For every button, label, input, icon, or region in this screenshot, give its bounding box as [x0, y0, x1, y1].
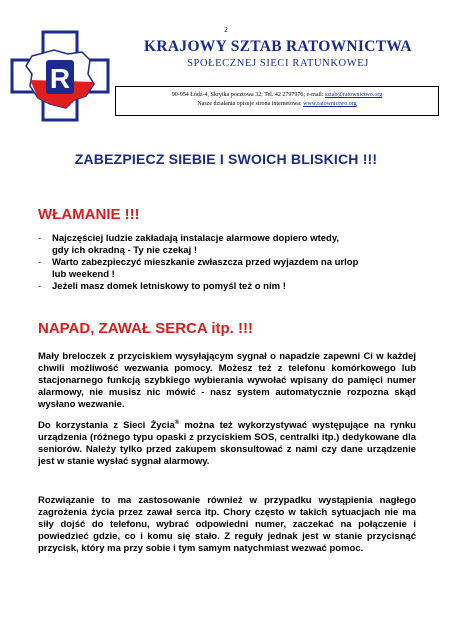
paragraph-heart-attack: Rozwiązanie to ma zastosowanie również w przypadku wystąpienia nagłego zagrożenia życia przez zawał serca itp. Chory często w takich sytuacjach nie ma siły dojść do telefonu, wybrać odpowiedni numer, zaczekać na połączenie i powiedzieć gdzie, co i komu się stało. Z reguły jednak jest w stanie przycisnąć przycisk, który ma przy sobie i tym samym natychmiast wezwać pomoc. [38, 495, 416, 554]
section-title-assault-heart-attack: NAPAD, ZAWAŁ SERCA itp. !!! [38, 320, 253, 337]
contact-line-1 [116, 91, 438, 100]
list-item: - Najczęściej ludzie zakładają instalacje alarmowe dopiero wtedy, gdy ich okradną - Ty nie czekaj ! [38, 233, 340, 256]
paragraph-devices: Do korzystania z Sieci Życia® można też wykorzystywać występujące na rynku urządzenia (różnego typu opaski z przyciskiem SOS, centralki itp.) dedykowane dla seniorów. Należy tylko przed zakupem skonsultować z nami czy dane urządzenie jest w stanie wysłać sygnał alarmowy. [38, 419, 416, 467]
email-link[interactable]: sztab@ratownictwo.org [325, 92, 383, 98]
contact-box [115, 86, 439, 116]
burglary-list [38, 233, 418, 293]
page-headline: ZABEZPIECZ SIEBIE I SWOICH BLISKICH !!! [74, 151, 378, 167]
list-item: - Warto zabezpieczyć mieszkanie zwłaszcza przed wyjazdem na urlop lub weekend ! [38, 257, 359, 280]
org-subtitle: SPOŁECZNEJ SIECI RATUNKOWEJ [187, 58, 369, 69]
website-label: Nasze działania opisuje strona internetowa: [197, 101, 304, 107]
rescue-cross-logo [10, 30, 110, 122]
paragraph-keyfob: Mały breloczek z przyciskiem wysyłającym sygnał o napadzie zapewni Ci w każdej chwili możliwość wezwania pomocy. Możesz też z telefonu komórkowego lub stacjonarnego funkcją szybkiego wybierania wywołać wpisany do pamięci numer alarmowy, nie musisz nic mówić - nasz system automatycznie rozpozna skąd wysłano wezwanie. [38, 351, 416, 410]
logo-letter: R [49, 63, 71, 94]
section-title-burglary: WŁAMANIE !!! [38, 206, 140, 223]
contact-line-2 [116, 100, 438, 109]
page-number: 2 [224, 26, 228, 34]
contact-address: 90-954 Łódź-4, Skrytka pocztowa 32; Tel. 42 2797976; e-mail: [171, 92, 326, 98]
list-item: - Jeżeli masz domek letniskowy to pomyśl też o nim ! [38, 281, 286, 292]
registered-mark: ® [174, 419, 180, 426]
org-name: KRAJOWY SZTAB RATOWNICTWA [144, 38, 412, 55]
website-link[interactable]: www.ratownictwo.org [303, 101, 357, 107]
